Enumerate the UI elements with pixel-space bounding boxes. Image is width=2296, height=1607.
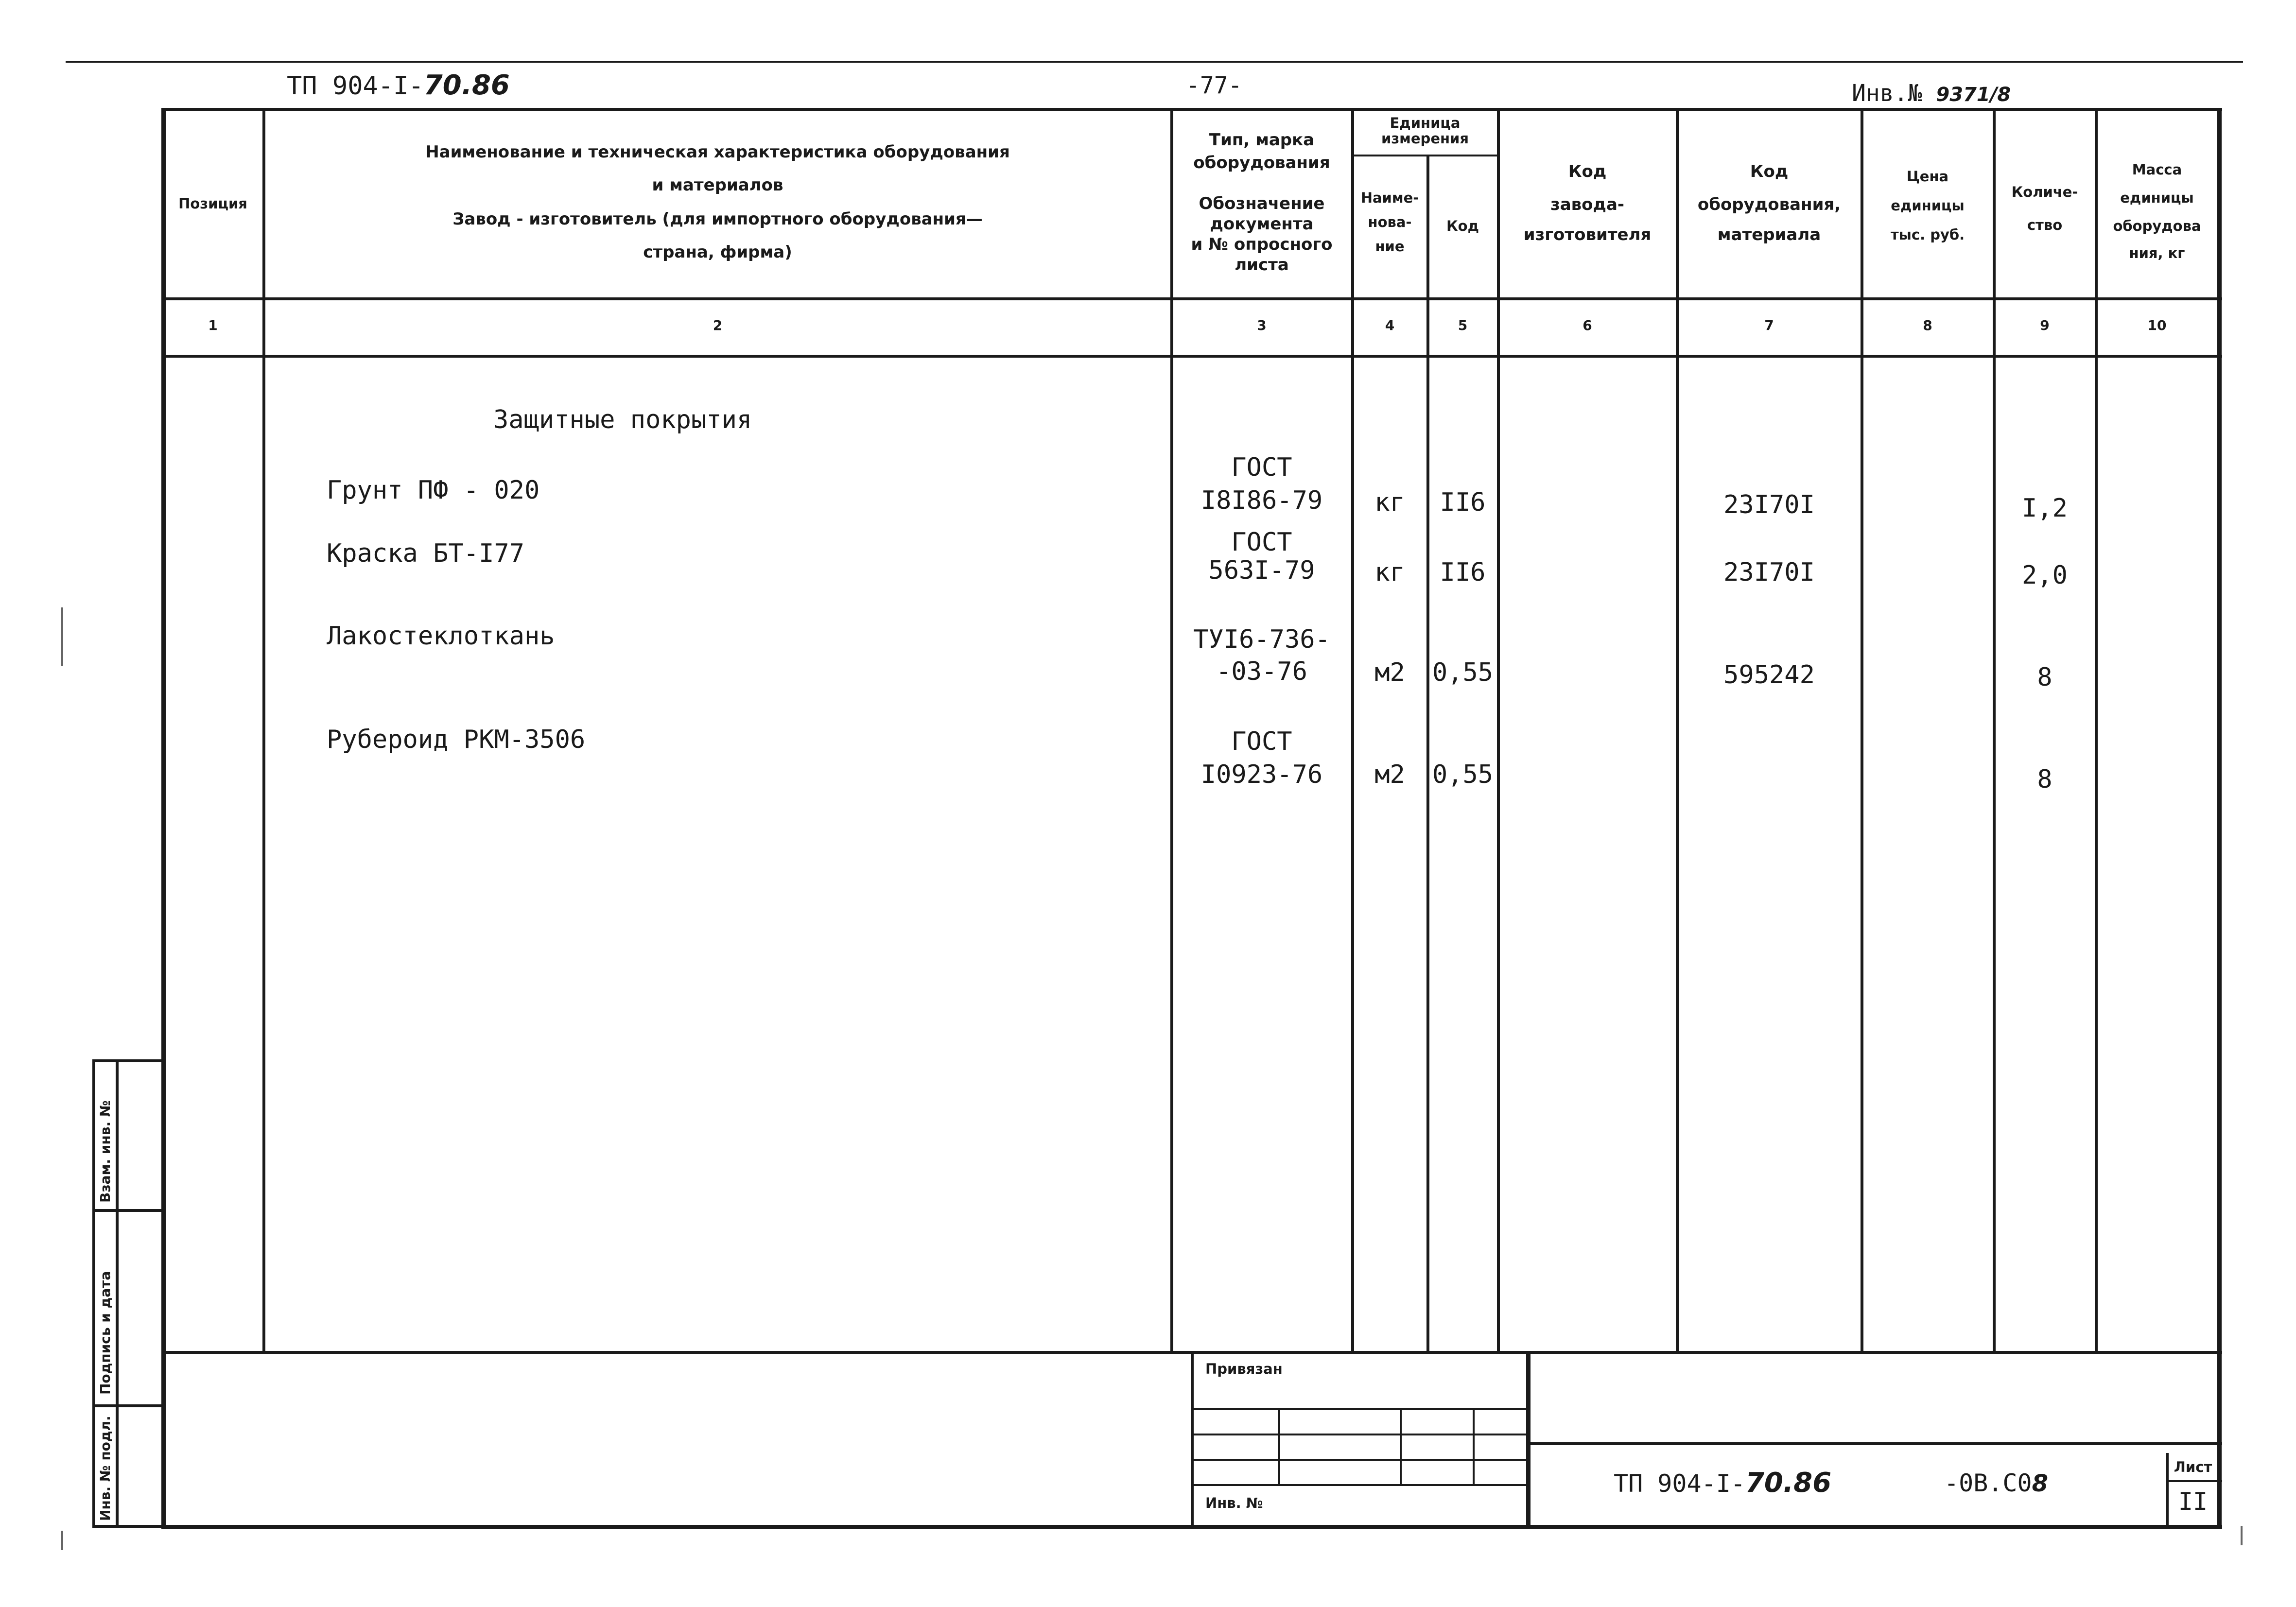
- row-4-unit: м2: [1374, 760, 1405, 789]
- header-unit-line1: Единица: [1390, 115, 1461, 131]
- stamp-left-divider: [1191, 1351, 1194, 1525]
- stamp-doc-suffix: [1944, 1467, 2048, 1500]
- row-3-material-code: 595242: [1723, 660, 1815, 690]
- header-name-line2: и материалов: [652, 175, 783, 195]
- number-row-bottom-line: [161, 355, 2222, 358]
- stamp-doc-suffix-printed: -0В.C0: [1944, 1469, 2032, 1497]
- unit-subheader-line: [1351, 155, 1497, 156]
- page-number: -77-: [1186, 72, 1242, 99]
- margin-mark-left: [61, 607, 63, 666]
- col-divider-7-8: [1861, 108, 1863, 1351]
- title-block-top-line: [1526, 1442, 2222, 1445]
- side-strip-left-line: [92, 1059, 95, 1527]
- margin-mark-bottom-right: [2241, 1526, 2243, 1545]
- col-divider-5-6: [1497, 108, 1500, 1351]
- inventory-handwritten: 9371/8: [1936, 84, 2011, 106]
- row-1-name: Грунт ПФ - 020: [327, 476, 540, 505]
- row-4-name: Рубероид РКМ-3506: [327, 725, 586, 754]
- header-name-line4: страна, фирма): [643, 242, 792, 262]
- header-mass-line3: оборудова: [2113, 218, 2201, 234]
- row-1-quantity: I,2: [2022, 494, 2068, 523]
- side-label-vzam-inv: Взам. инв. №: [97, 1100, 113, 1203]
- side-label-inv-podl: Инв. № подл.: [97, 1416, 113, 1521]
- stamp-cell-divider-3: [1473, 1408, 1475, 1484]
- header-unit-line2: измерения: [1381, 130, 1469, 147]
- top-doc-code-printed: ТП 904-I-: [287, 71, 424, 101]
- stamp-cell-divider-1: [1278, 1408, 1280, 1484]
- header-type-line2: оборудования: [1193, 153, 1330, 173]
- section-title: Защитные покрытия: [493, 405, 752, 434]
- header-type-line5: и № опросного: [1191, 235, 1333, 254]
- header-material-code-line1: Код: [1750, 162, 1789, 181]
- stamp-row-line-1: [1191, 1408, 1526, 1410]
- row-1-material-code: 23I70I: [1723, 490, 1815, 519]
- row-3-doc-line1: ТУI6-736-: [1193, 625, 1330, 654]
- sheet-number: II: [2178, 1487, 2208, 1516]
- row-2-quantity: 2,0: [2022, 561, 2068, 590]
- column-number-6: 6: [1583, 317, 1592, 333]
- row-2-unit-code: II6: [1440, 558, 1486, 587]
- top-border-line: [66, 61, 2243, 63]
- header-type-line1: Тип, марка: [1209, 130, 1315, 150]
- header-price-line2: единицы: [1891, 197, 1965, 214]
- side-label-podpis-data: Подпись и дата: [97, 1271, 113, 1395]
- header-unit-code: Код: [1446, 218, 1479, 234]
- header-factory-code-line2: завода-: [1550, 195, 1625, 214]
- row-3-quantity: 8: [2037, 663, 2052, 692]
- row-1-unit: кг: [1374, 488, 1405, 517]
- header-mass-line2: единицы: [2120, 190, 2194, 206]
- stamp-doc-code-handwritten: 70.86: [1745, 1467, 1832, 1499]
- inventory-label: Инв.№: [1852, 80, 1922, 107]
- header-material-code-line2: оборудования,: [1697, 195, 1841, 214]
- row-3-doc-line2: -03-76: [1216, 657, 1307, 686]
- stamp-row-line-2: [1191, 1434, 1526, 1435]
- header-quantity-line1: Количе-: [2011, 184, 2078, 200]
- header-type-line3: Обозначение: [1199, 194, 1325, 213]
- column-number-1: 1: [208, 317, 218, 333]
- column-number-10: 10: [2147, 317, 2167, 333]
- column-number-2: 2: [713, 317, 723, 333]
- row-1-doc-line1: ГОСТ: [1231, 453, 1292, 482]
- top-doc-code-handwritten: 70.86: [423, 69, 510, 101]
- inventory-number: [1852, 77, 2011, 111]
- frame-bottom-line: [161, 1525, 2222, 1529]
- stamp-row-line-4: [1191, 1484, 1526, 1486]
- stamp-right-divider: [1526, 1351, 1531, 1525]
- row-4-unit-code: 0,55: [1432, 760, 1494, 789]
- header-unit-name-line3: ние: [1375, 238, 1405, 255]
- column-number-9: 9: [2040, 317, 2050, 333]
- table-top-line: [161, 108, 2222, 111]
- sheet-label: Лист: [2174, 1459, 2212, 1475]
- column-number-7: 7: [1764, 317, 1774, 333]
- header-name-line3: Завод - изготовитель (для импортного оборудования—: [452, 209, 983, 229]
- header-bottom-line: [161, 297, 2222, 300]
- sheet-box-line: [2166, 1480, 2222, 1482]
- stamp-doc-suffix-handwritten: 8: [2032, 1470, 2049, 1497]
- row-1-doc-line2: I8I86-79: [1200, 486, 1323, 515]
- side-strip-top-line: [92, 1059, 161, 1062]
- row-3-unit: м2: [1374, 658, 1405, 687]
- side-strip-line-1: [92, 1209, 161, 1212]
- row-2-unit: кг: [1374, 558, 1405, 587]
- row-2-material-code: 23I70I: [1723, 558, 1815, 587]
- stamp-row-line-3: [1191, 1459, 1526, 1461]
- side-strip-line-2: [92, 1404, 161, 1407]
- stamp-cell-divider-2: [1400, 1408, 1402, 1484]
- col-divider-8-9: [1993, 108, 1996, 1351]
- row-2-doc-line2: 563I-79: [1208, 556, 1315, 585]
- side-strip-mid-line: [116, 1059, 119, 1527]
- row-3-name: Лакостеклоткань: [327, 622, 555, 651]
- row-4-doc-line1: ГОСТ: [1231, 727, 1292, 756]
- header-unit-name-line2: нова-: [1368, 214, 1412, 230]
- header-price-line1: Цена: [1906, 168, 1949, 185]
- side-strip-bottom-line: [92, 1525, 161, 1528]
- column-number-4: 4: [1385, 317, 1395, 333]
- header-mass-line4: ния, кг: [2129, 245, 2185, 261]
- col-divider-6-7: [1676, 108, 1679, 1351]
- header-factory-code-line1: Код: [1568, 162, 1607, 181]
- table-right-border: [2217, 108, 2222, 1527]
- margin-mark-bottom-left: [61, 1531, 63, 1550]
- header-unit-name-line1: Наиме-: [1360, 190, 1419, 206]
- header-price-line3: тыс. руб.: [1890, 226, 1965, 243]
- row-3-unit-code: 0,55: [1432, 658, 1494, 687]
- column-number-5: 5: [1458, 317, 1468, 333]
- row-4-quantity: 8: [2037, 765, 2052, 794]
- row-1-unit-code: II6: [1440, 488, 1486, 517]
- col-divider-3-4: [1351, 108, 1354, 1351]
- header-type-line6: листа: [1235, 255, 1289, 275]
- top-doc-code: [287, 69, 510, 103]
- row-2-name: Краска БТ-I77: [327, 539, 524, 568]
- header-name-line1: Наименование и техническая характеристика оборудования: [425, 142, 1010, 162]
- header-position: Позиция: [178, 195, 247, 212]
- header-quantity-line2: ство: [2027, 217, 2063, 233]
- col-divider-9-10: [2095, 108, 2098, 1351]
- column-number-3: 3: [1257, 317, 1267, 333]
- stamp-privyazan: Привязан: [1205, 1361, 1283, 1377]
- row-2-doc-line1: ГОСТ: [1231, 528, 1292, 557]
- col-divider-1-2: [262, 108, 265, 1351]
- header-mass-line1: Масса: [2132, 161, 2182, 178]
- stamp-doc-code: [1614, 1467, 1831, 1500]
- stamp-inv-no: Инв. №: [1205, 1495, 1263, 1511]
- header-factory-code-line3: изготовителя: [1523, 225, 1652, 244]
- row-4-doc-line2: I0923-76: [1200, 760, 1323, 789]
- column-number-8: 8: [1923, 317, 1932, 333]
- header-material-code-line3: материала: [1717, 225, 1821, 244]
- header-type-line4: документа: [1210, 214, 1314, 234]
- stamp-doc-code-printed: ТП 904-I-: [1614, 1469, 1745, 1498]
